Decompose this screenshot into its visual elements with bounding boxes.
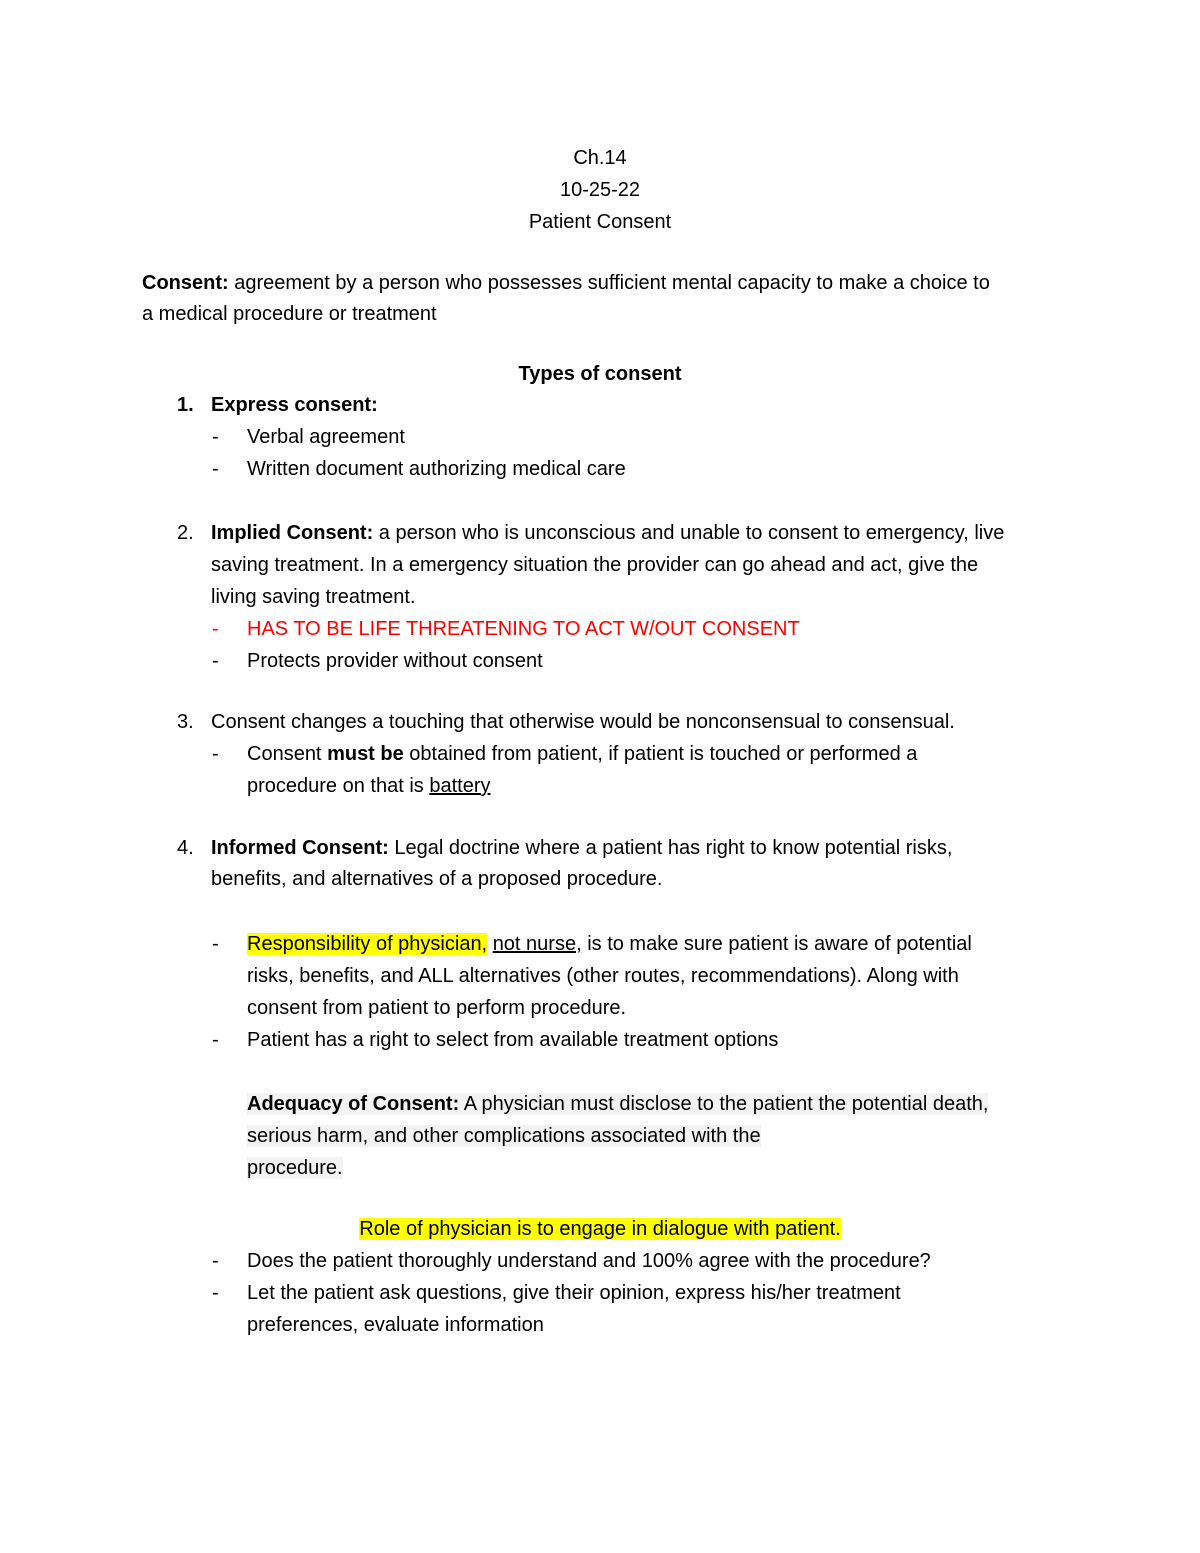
adequacy-label: Adequacy of Consent: xyxy=(247,1093,460,1115)
item-1-bullet-1: Verbal agreement xyxy=(247,426,405,448)
adequacy-line-3 xyxy=(247,1155,343,1181)
item-2-line-1 xyxy=(211,520,1004,546)
bullet-dash: - xyxy=(212,1282,219,1304)
bullet-dash: - xyxy=(212,743,219,765)
types-heading: Types of consent xyxy=(518,363,682,385)
item-2-line-2: saving treatment. In a emergency situation the provider can go ahead and act, give the xyxy=(211,554,979,576)
item-4-bullet-1-rest: is to make sure patient is aware of potential xyxy=(581,933,972,955)
adequacy-text-3: procedure. xyxy=(247,1157,343,1179)
bullet-dash: - xyxy=(212,426,219,448)
item-2-text: a person who is unconscious and unable to consent to emergency, live xyxy=(373,522,1005,544)
not-nurse-underline: not nurse, xyxy=(492,933,582,955)
item-4-label: Informed Consent: xyxy=(211,837,389,859)
definition-text-2: a medical procedure or treatment xyxy=(142,303,437,325)
item-4-line-1 xyxy=(211,835,952,861)
item-4-bullet-1-line-3: consent from patient to perform procedure. xyxy=(247,997,627,1019)
bullet-dash: - xyxy=(212,650,219,672)
role-heading-row xyxy=(0,1216,1200,1242)
item-1-label: Express consent: xyxy=(211,394,378,416)
bullet-dash: - xyxy=(212,618,219,640)
item-3-bullet-line-1 xyxy=(247,741,917,767)
adequacy-line-1 xyxy=(247,1091,988,1117)
item-3-bullet-line-2 xyxy=(247,773,491,799)
item-3-text: Consent changes a touching that otherwise would be nonconsensual to consensual. xyxy=(211,711,955,733)
item-2-line-3: living saving treatment. xyxy=(211,586,416,608)
item-1-bullet-2: Written document authorizing medical care xyxy=(247,458,626,480)
adequacy-line-2 xyxy=(247,1123,761,1149)
item-2-warning-bullet: HAS TO BE LIFE THREATENING TO ACT W/OUT CONSENT xyxy=(247,618,800,640)
item-4-bullet-1-line-2: risks, benefits, and ALL alternatives (other routes, recommendations). Along with xyxy=(247,965,959,987)
consent-definition xyxy=(142,270,990,296)
role-bullet-2-line-2: preferences, evaluate information xyxy=(247,1314,544,1336)
item-2-number: 2. xyxy=(177,522,194,544)
page-title: Patient Consent xyxy=(528,211,672,233)
item-3-bullet-line2-pre: procedure on that is xyxy=(247,775,430,797)
item-3-battery-term: battery xyxy=(429,775,491,797)
item-3-bullet-post: obtained from patient, if patient is touched or performed a xyxy=(403,743,918,765)
item-4-text: Legal doctrine where a patient has right to know potential risks, xyxy=(388,837,953,859)
item-4-bullet-1-line-1 xyxy=(247,931,972,957)
physician-responsibility-highlight: Responsibility of physician, xyxy=(247,933,488,955)
adequacy-text-1: A physician must disclose to the patient the potential death, xyxy=(459,1093,989,1115)
adequacy-text-2: serious harm, and other complications associated with the xyxy=(247,1125,761,1147)
role-heading: Role of physician is to engage in dialogue with patient. xyxy=(359,1218,841,1240)
bullet-dash: - xyxy=(212,458,219,480)
date-label: 10-25-22 xyxy=(559,179,641,201)
item-2-label: Implied Consent: xyxy=(211,522,374,544)
role-bullet-2-line-1: Let the patient ask questions, give their opinion, express his/her treatment xyxy=(247,1282,901,1304)
item-2-bullet-2: Protects provider without consent xyxy=(247,650,543,672)
item-4-bullet-2: Patient has a right to select from available treatment options xyxy=(247,1029,779,1051)
role-bullet-1: Does the patient thoroughly understand and 100% agree with the procedure? xyxy=(247,1250,931,1272)
bullet-dash: - xyxy=(212,933,219,955)
definition-term: Consent: xyxy=(142,272,229,294)
bullet-dash: - xyxy=(212,1250,219,1272)
item-4-line-2: benefits, and alternatives of a proposed procedure. xyxy=(211,868,663,890)
item-3-bullet-pre: Consent xyxy=(247,743,328,765)
item-3-bullet-bold: must be xyxy=(327,743,404,765)
item-3-number: 3. xyxy=(177,711,194,733)
chapter-label: Ch.14 xyxy=(573,147,627,169)
item-4-number: 4. xyxy=(177,837,194,859)
item-1-number: 1. xyxy=(177,394,194,416)
bullet-dash: - xyxy=(212,1029,219,1051)
definition-text-1: agreement by a person who possesses sufficient mental capacity to make a choice to xyxy=(228,272,990,294)
